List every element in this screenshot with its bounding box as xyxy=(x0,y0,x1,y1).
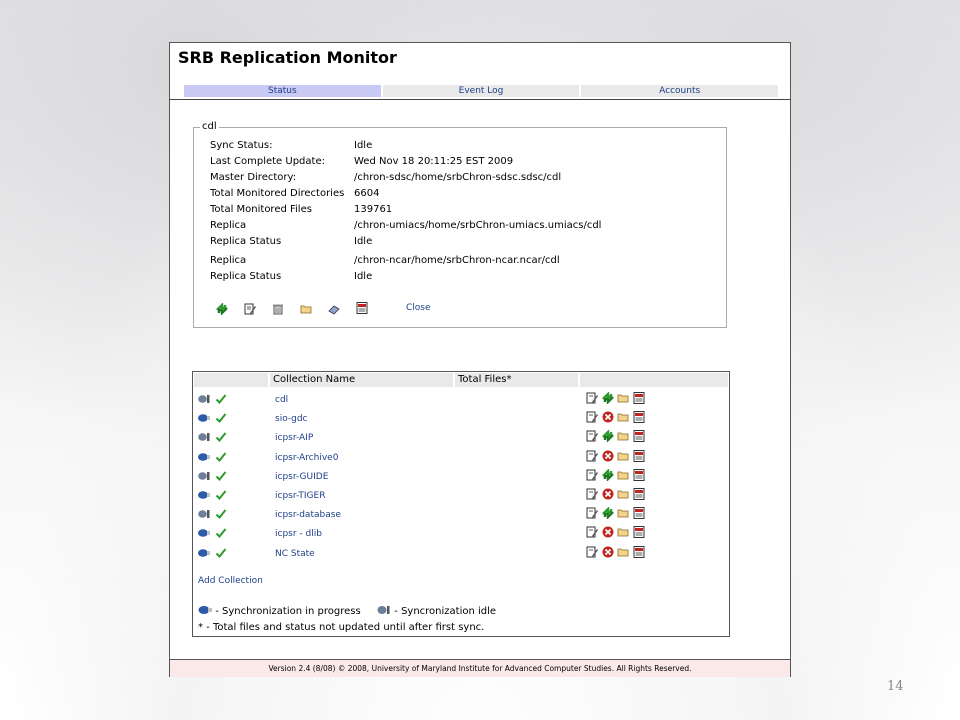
info-label: Sync Status: xyxy=(210,140,273,151)
check-icon xyxy=(215,527,227,539)
folder-icon[interactable] xyxy=(617,411,629,423)
collection-name-link[interactable]: icpsr-Archive0 xyxy=(275,452,339,463)
row-status xyxy=(198,547,228,559)
footer-copyright: Version 2.4 (8/08) © 2008, University of Maryland Institute for Advanced Computer Studies. All Rights Reserved. xyxy=(170,659,790,677)
collection-name-link[interactable]: icpsr-database xyxy=(275,510,341,521)
table-row xyxy=(193,429,729,448)
info-value: Wed Nov 18 20:11:25 EST 2009 xyxy=(354,156,514,167)
stop-icon[interactable] xyxy=(602,450,614,462)
edit-icon[interactable] xyxy=(586,411,598,423)
info-value: Idle xyxy=(354,271,373,282)
table-row xyxy=(193,391,729,410)
row-status xyxy=(198,412,228,424)
tab-status[interactable]: Status xyxy=(184,85,381,97)
collection-detail-legend: cdl xyxy=(202,121,217,132)
info-label: Replica Status xyxy=(210,271,282,282)
sync-progress-icon xyxy=(198,489,210,501)
slide-page-number: 14 xyxy=(887,679,904,694)
pdf-report-icon[interactable] xyxy=(633,507,645,519)
pdf-report-icon[interactable] xyxy=(633,411,645,423)
tab-event-log[interactable]: Event Log xyxy=(383,85,580,97)
tab-bar xyxy=(184,85,778,97)
sync-idle-icon xyxy=(198,431,210,443)
sync-progress-icon xyxy=(198,451,210,463)
edit-icon[interactable] xyxy=(586,392,598,404)
header-total-files: Total Files* xyxy=(455,373,578,387)
stop-icon[interactable] xyxy=(602,488,614,500)
header-collection-name: Collection Name xyxy=(270,373,453,387)
sync-icon[interactable] xyxy=(602,469,614,481)
sync-idle-icon xyxy=(198,508,210,520)
collection-name-link[interactable]: icpsr-TIGER xyxy=(275,491,326,501)
info-label: Replica xyxy=(210,220,247,231)
table-row xyxy=(193,487,729,506)
pdf-report-icon[interactable] xyxy=(633,526,645,538)
check-icon xyxy=(215,470,227,482)
edit-icon[interactable] xyxy=(586,526,598,538)
info-label: Replica Status xyxy=(210,236,282,247)
table-header xyxy=(193,373,729,387)
check-icon xyxy=(215,431,227,443)
pdf-report-icon[interactable] xyxy=(633,546,645,558)
eraser-icon[interactable] xyxy=(328,303,340,315)
info-value: 6604 xyxy=(354,188,380,199)
collection-name-link[interactable]: NC State xyxy=(275,548,315,559)
row-actions xyxy=(586,392,650,405)
info-label: Last Complete Update: xyxy=(210,156,325,167)
sync-progress-icon xyxy=(198,547,210,559)
info-label: Total Monitored Files xyxy=(210,204,312,215)
sync-icon[interactable] xyxy=(602,507,614,519)
edit-icon[interactable] xyxy=(244,303,256,315)
folder-icon[interactable] xyxy=(617,450,629,462)
sync-icon[interactable] xyxy=(216,303,228,315)
close-link[interactable]: Close xyxy=(406,303,431,313)
check-icon xyxy=(215,412,227,424)
folder-icon[interactable] xyxy=(617,507,629,519)
sync-progress-icon xyxy=(198,412,210,424)
row-actions xyxy=(586,430,650,443)
pdf-report-icon[interactable] xyxy=(633,450,645,462)
row-actions xyxy=(586,507,650,520)
row-status xyxy=(198,489,228,501)
folder-icon[interactable] xyxy=(300,303,312,315)
table-row xyxy=(193,525,729,544)
pdf-report-icon[interactable] xyxy=(356,302,368,314)
add-collection-link[interactable]: Add Collection xyxy=(198,576,263,586)
stop-icon[interactable] xyxy=(602,546,614,558)
info-value: Idle xyxy=(354,236,373,247)
row-actions xyxy=(586,450,650,463)
check-icon xyxy=(215,547,227,559)
row-status xyxy=(198,393,228,405)
info-label: Total Monitored Directories xyxy=(210,188,345,199)
stop-icon[interactable] xyxy=(602,526,614,538)
folder-icon[interactable] xyxy=(617,488,629,500)
row-status xyxy=(198,431,228,443)
sync-progress-icon xyxy=(198,527,210,539)
row-actions xyxy=(586,526,650,539)
sync-progress-icon xyxy=(198,605,212,615)
collection-name-link[interactable]: icpsr-AIP xyxy=(275,433,314,444)
folder-icon[interactable] xyxy=(617,546,629,558)
collections-table xyxy=(192,371,730,637)
collection-name-link[interactable]: sio-gdc xyxy=(275,414,308,425)
edit-icon[interactable] xyxy=(586,469,598,481)
trash-icon[interactable] xyxy=(272,303,284,315)
table-footnote: * - Total files and status not updated until after first sync. xyxy=(198,622,485,633)
info-value: /chron-umiacs/home/srbChron-umiacs.umiacs/cdl xyxy=(354,220,602,231)
table-row xyxy=(193,468,729,487)
app-window xyxy=(169,42,791,677)
divider xyxy=(170,99,790,100)
sync-idle-icon xyxy=(198,393,210,405)
sync-icon[interactable] xyxy=(602,392,614,404)
edit-icon[interactable] xyxy=(586,450,598,462)
check-icon xyxy=(215,451,227,463)
sync-idle-icon xyxy=(198,470,210,482)
info-label: Replica xyxy=(210,255,247,266)
folder-icon[interactable] xyxy=(617,392,629,404)
info-value: /chron-ncar/home/srbChron-ncar.ncar/cdl xyxy=(354,255,560,266)
app-title: SRB Replication Monitor xyxy=(178,48,397,67)
folder-icon[interactable] xyxy=(617,430,629,442)
header-actions xyxy=(580,373,728,387)
folder-icon[interactable] xyxy=(617,469,629,481)
check-icon xyxy=(215,508,227,520)
edit-icon[interactable] xyxy=(586,507,598,519)
pdf-report-icon[interactable] xyxy=(633,469,645,481)
table-row xyxy=(193,545,729,564)
table-row xyxy=(193,449,729,468)
stop-icon[interactable] xyxy=(602,411,614,423)
check-icon xyxy=(215,393,227,405)
collection-name-link[interactable]: icpsr - dlib xyxy=(275,529,322,540)
info-value: 139761 xyxy=(354,204,393,215)
row-status xyxy=(198,508,228,520)
collection-name-link[interactable]: cdl xyxy=(275,395,289,405)
table-row xyxy=(193,506,729,525)
legend-idle-text: - Syncronization idle xyxy=(394,606,497,617)
collection-name-link[interactable]: icpsr-GUIDE xyxy=(275,471,329,482)
edit-icon[interactable] xyxy=(586,488,598,500)
header-status xyxy=(194,373,268,387)
check-icon xyxy=(215,489,227,501)
legend-progress-text: - Synchronization in progress xyxy=(215,606,361,617)
row-actions xyxy=(586,411,650,424)
info-value: Idle xyxy=(354,140,373,151)
edit-icon[interactable] xyxy=(586,546,598,558)
pdf-report-icon[interactable] xyxy=(633,488,645,500)
sync-icon[interactable] xyxy=(602,430,614,442)
collection-detail-panel xyxy=(193,121,727,328)
row-status xyxy=(198,470,228,482)
tab-accounts[interactable]: Accounts xyxy=(581,85,778,97)
info-label: Master Directory: xyxy=(210,172,297,183)
row-actions xyxy=(586,546,650,559)
table-row xyxy=(193,410,729,429)
row-actions xyxy=(586,469,650,482)
folder-icon[interactable] xyxy=(617,526,629,538)
row-actions xyxy=(586,488,650,501)
row-status xyxy=(198,451,228,463)
pdf-report-icon[interactable] xyxy=(633,430,645,442)
status-legend xyxy=(198,605,496,617)
row-status xyxy=(198,527,228,539)
sync-idle-icon xyxy=(377,605,391,615)
info-value: /chron-sdsc/home/srbChron-sdsc.sdsc/cdl xyxy=(354,172,562,183)
edit-icon[interactable] xyxy=(586,430,598,442)
pdf-report-icon[interactable] xyxy=(633,392,645,404)
